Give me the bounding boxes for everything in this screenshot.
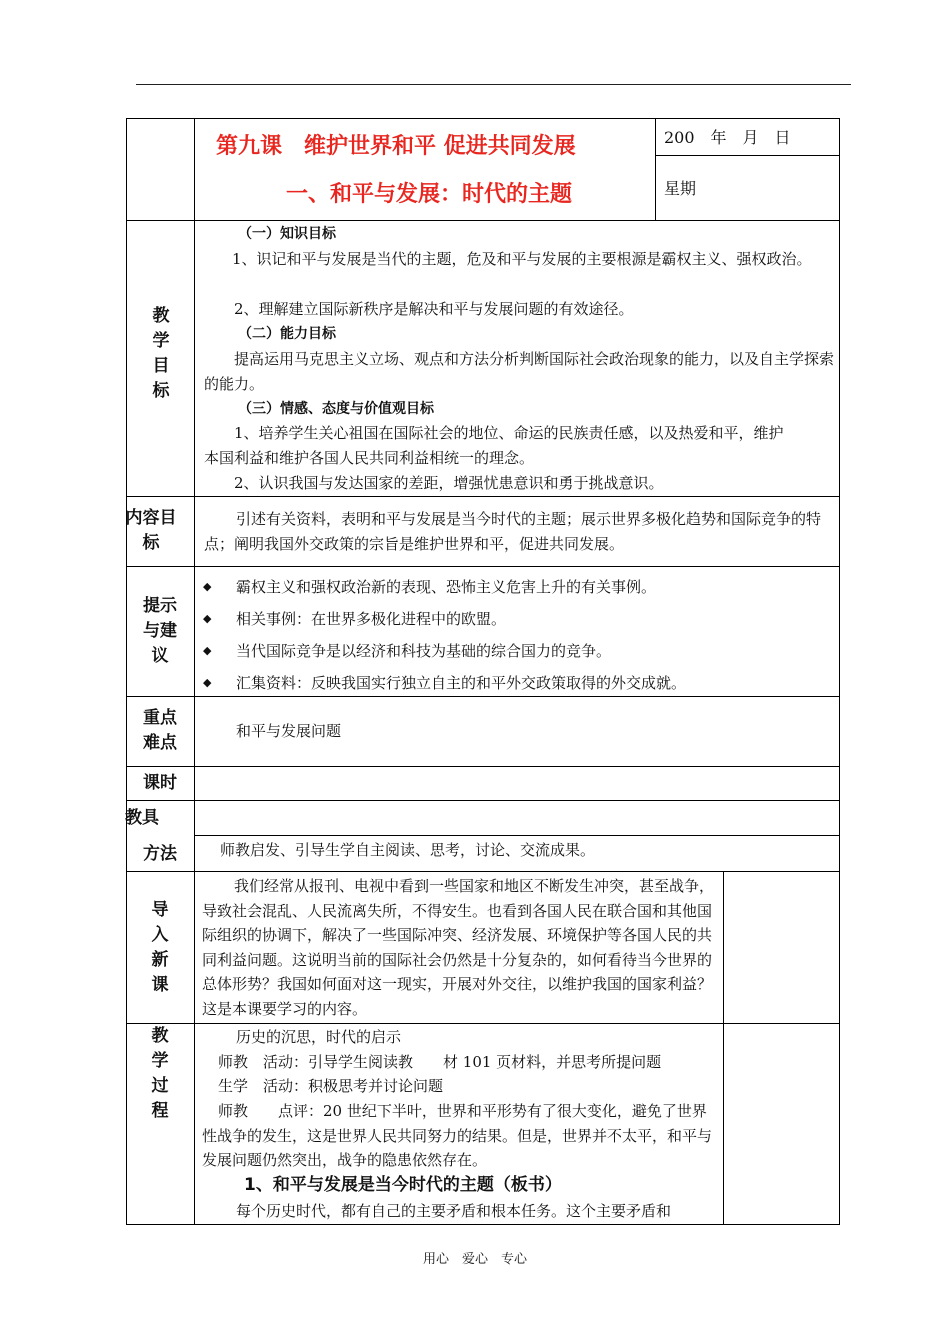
bullet-icon: ◆ [203, 612, 212, 625]
objectives-heading-values: （三）情感、态度与价值观目标 [238, 401, 434, 417]
row-divider [126, 871, 840, 872]
date-divider [655, 155, 840, 156]
row-divider [126, 696, 840, 697]
intro-label: 导入新课 [151, 900, 169, 995]
keypoints-text: 和平与发展问题 [236, 722, 342, 740]
row-divider [126, 1023, 840, 1024]
content-text: 引述有关资料，表明和平与发展是当今时代的主题；展示世界多极化趋势和国际竞争的特点；阐明我国外交政策的宗旨是维护世界和平，促进共同发展。 [204, 510, 822, 553]
objectives-heading-knowledge: （一）知识目标 [238, 226, 336, 242]
row-divider [194, 835, 840, 836]
row-divider [126, 800, 840, 801]
lesson-title: 第九课 维护世界和平 促进共同发展 [216, 134, 576, 159]
date-field: 200 年 月 日 [664, 128, 791, 147]
objectives-text: 2、理解建立国际新秩序是解决和平与发展问题的有效途径。 [234, 300, 634, 318]
col-divider [655, 118, 656, 220]
process-text: 生学 活动：积极思考并讨论问题 [218, 1077, 444, 1095]
objectives-text: 本国利益和维护各国人民共同利益相统一的理念。 [204, 449, 535, 467]
row-divider [126, 566, 840, 567]
header-rule [136, 84, 851, 85]
content-label: 内容目标 [125, 508, 177, 553]
hint-item: 汇集资料：反映我国实行独立自主的和平外交政策取得的外交成就。 [236, 674, 687, 692]
hours-label: 课时 [143, 773, 177, 793]
process-text: 每个历史时代，都有自己的主要矛盾和根本任务。这个主要矛盾和 [236, 1202, 672, 1220]
tools-label: 教具 [125, 808, 159, 828]
bullet-icon: ◆ [203, 676, 212, 689]
lesson-subtitle: 一、和平与发展：时代的主题 [286, 182, 573, 207]
keypoints-label: 重点难点 [143, 708, 177, 753]
objectives-text: 1、培养学生关心祖国在国际社会的地位、命运的民族责任感，以及热爱和平，维护 [234, 424, 784, 442]
objectives-text: 提高运用马克思主义立场、观点和方法分析判断国际社会政治现象的能力，以及自主学探索的能力。 [204, 350, 835, 393]
process-text: 历史的沉思，时代的启示 [236, 1028, 402, 1046]
row-divider [126, 496, 840, 497]
col-divider [723, 871, 724, 1225]
col-divider [194, 118, 195, 1225]
objectives-text: 2、认识我国与发达国家的差距，增强忧患意识和勇于挑战意识。 [234, 474, 664, 492]
objectives-text: 1、识记和平与发展是当代的主题，危及和平与发展的主要根源是霸权主义、强权政治。 [232, 250, 812, 268]
method-text: 师教启发、引导生学自主阅读、思考，讨论、交流成果。 [220, 841, 596, 859]
bullet-icon: ◆ [203, 644, 212, 657]
method-label: 方法 [143, 844, 177, 864]
weekday-field: 星期 [664, 179, 697, 198]
hint-item: 相关事例：在世界多极化进程中的欧盟。 [236, 610, 507, 628]
hint-item: 霸权主义和强权政治新的表现、恐怖主义危害上升的有关事例。 [236, 578, 657, 596]
objectives-label: 教学目标 [152, 306, 170, 401]
page-footer: 用心 爱心 专心 [422, 1252, 527, 1267]
process-label: 教学过程 [151, 1026, 169, 1121]
hint-item: 当代国际竞争是以经济和科技为基础的综合国力的竞争。 [236, 642, 612, 660]
intro-text: 我们经常从报刊、电视中看到一些国家和地区不断发生冲突，甚至战争，导致社会混乱、人民流离失所，不得安生。也看到各国人民在联合国和其他国际组织的协调下，解决了一些国际冲突、经济发展、环境保护等各国人民的共同利益问题。这说明当前的国际社会仍然是十分复杂的，如何看待当今世界的总体形势？我国如何面对这一现实，开展对外交往，以维护我国的国家利益？这是本课要学习的内容。 [202, 877, 715, 1018]
row-divider [126, 766, 840, 767]
bullet-icon: ◆ [203, 580, 212, 593]
process-text: 师教 活动：引导学生阅读教 材 101 页材料，并思考所提问题 [218, 1053, 662, 1071]
process-text: 师教 点评：20 世纪下半叶，世界和平形势有了很大变化，避免了世界性战争的发生，这是世界人民共同努力的结果。但是，世界并不太平，和平与发展问题仍然突出，战争的隐患依然存在。 [202, 1102, 713, 1169]
process-heading: 1、和平与发展是当今时代的主题（板书） [244, 1175, 562, 1195]
objectives-heading-ability: （二）能力目标 [238, 326, 336, 342]
hints-label: 提示与建议 [143, 596, 177, 666]
row-divider [126, 220, 840, 221]
